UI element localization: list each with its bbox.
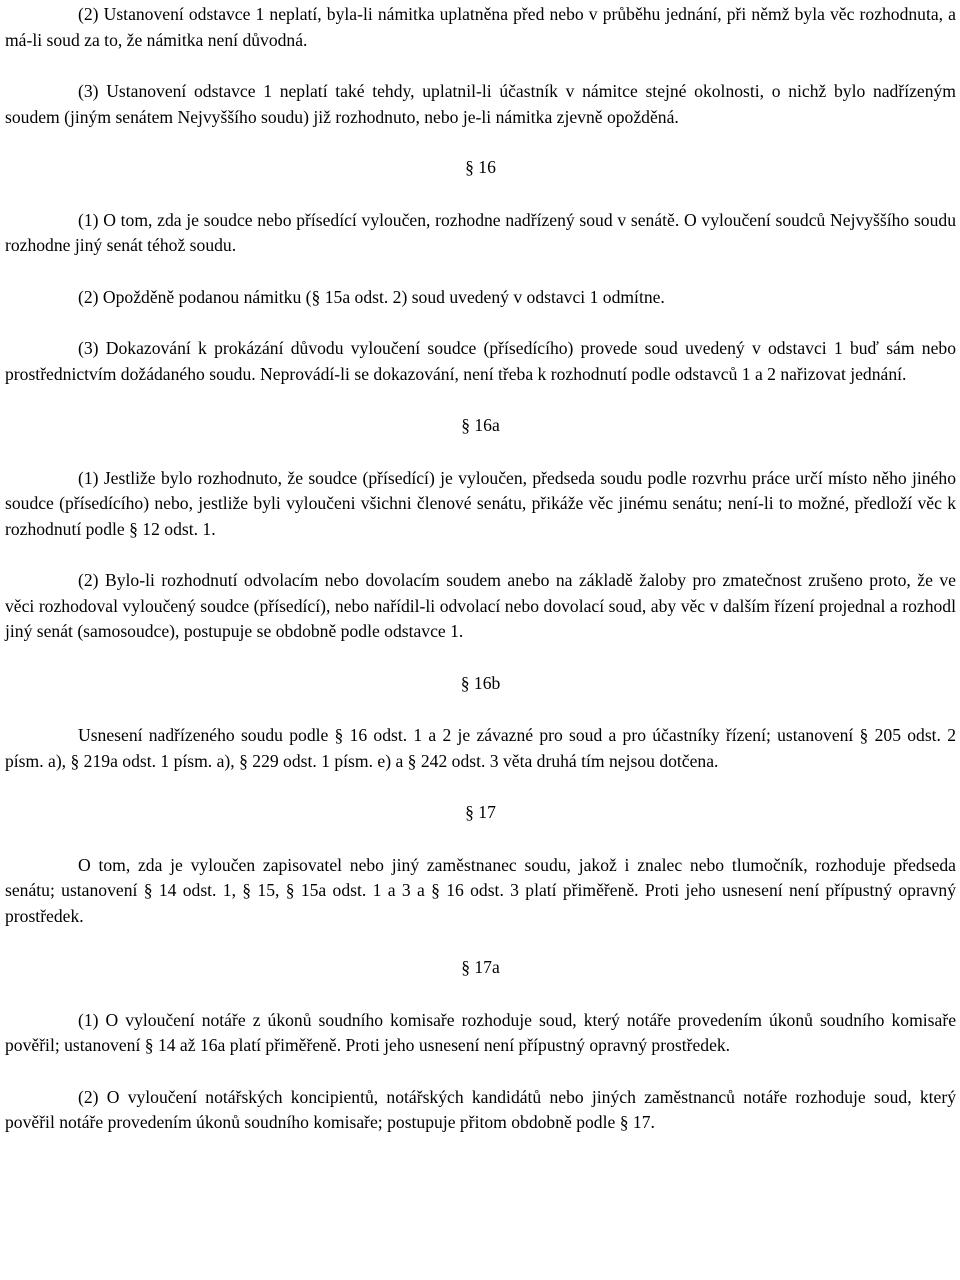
section-heading-17a: § 17a (461, 957, 500, 977)
paragraph-16a-1: (1) Jestliže bylo rozhodnuto, že soudce (přísedící) je vyloučen, předseda soudu podle rozvrhu práce určí místo něho jiného soudce (přísedícího) nebo, jestliže byli vyloučeni všichni členové senátu, přikáže věc jinému senátu; není-li to možné, předloží věc k rozhodnutí podle § 12 odst. 1. (5, 467, 956, 539)
paragraph-15a-2: (2) Ustanovení odstavce 1 neplatí, byla-li námitka uplatněna před nebo v průběhu jednání, při němž byla věc rozhodnuta, a má-li soud za to, že námitka není důvodná. (5, 4, 956, 50)
document-page (5, 0, 956, 1136)
section-heading-17: § 17 (465, 802, 496, 822)
paragraph-16b: Usnesení nadřízeného soudu podle § 16 odst. 1 a 2 je závazné pro soud a pro účastníky řízení; ustanovení § 205 odst. 2 písm. a), § 219a odst. 1 písm. a), § 229 odst. 1 písm. e) a § 242 odst. 3 věta druhá tím nejsou dotčena. (5, 725, 956, 771)
paragraph-16a-2: (2) Bylo-li rozhodnutí odvolacím nebo dovolacím soudem anebo na základě žaloby pro zmatečnost zrušeno proto, že ve věci rozhodoval vyloučený soudce (přísedící), nebo nařídil-li odvolací nebo dovolací soud, aby věc v dalším řízení projednal a rozhodl jiný senát (samosoudce), postupuje se obdobně podle odstavce 1. (5, 570, 956, 641)
paragraph-15a-3: (3) Ustanovení odstavce 1 neplatí také tehdy, uplatnil-li účastník v námitce stejné okolnosti, o nichž bylo nadřízeným soudem (jiným senátem Nejvyššího soudu) již rozhodnuto, nebo je-li námitka zjevně opožděná. (5, 81, 956, 127)
paragraph-17a-2: (2) O vyloučení notářských koncipientů, notářských kandidátů nebo jiných zaměstnanců notáře rozhoduje soud, který pověřil notáře provedením úkonů soudního komisaře; postupuje přitom obdobně podle § 17. (5, 1086, 956, 1132)
paragraph-17: O tom, zda je vyloučen zapisovatel nebo jiný zaměstnanec soudu, jakož i znalec nebo tlumočník, rozhoduje předseda senátu; ustanovení § 14 odst. 1, § 15, § 15a odst. 1 a 3 a § 16 odst. 3 platí přiměřeně. Proti jeho usnesení není přípustný opravný prostředek. (5, 854, 956, 926)
section-heading-16: § 16 (465, 157, 496, 177)
paragraph-16-2: (2) Opožděně podanou námitku (§ 15a odst. 2) soud uvedený v odstavci 1 odmítne. (78, 286, 665, 307)
paragraph-16-1: (1) O tom, zda je soudce nebo přísedící vyloučen, rozhodne nadřízený soud v senátě. O vyloučení soudců Nejvyššího soudu rozhodne jiný senát téhož soudu. (5, 209, 956, 255)
section-heading-16a: § 16a (461, 415, 500, 435)
paragraph-17a-1: (1) O vyloučení notáře z úkonů soudního komisaře rozhoduje soud, který notáře provedením úkonů soudního komisaře pověřil; ustanovení § 14 až 16a platí přiměřeně. Proti jeho usnesení není přípustný opravný prostředek. (5, 1009, 956, 1055)
paragraph-16-3: (3) Dokazování k prokázání důvodu vyloučení soudce (přísedícího) provede soud uvedený v odstavci 1 buď sám nebo prostřednictvím dožádaného soudu. Neprovádí-li se dokazování, není třeba k rozhodnutí podle odstavců 1 a 2 nařizovat jednání. (5, 338, 956, 384)
section-heading-16b: § 16b (460, 672, 501, 693)
